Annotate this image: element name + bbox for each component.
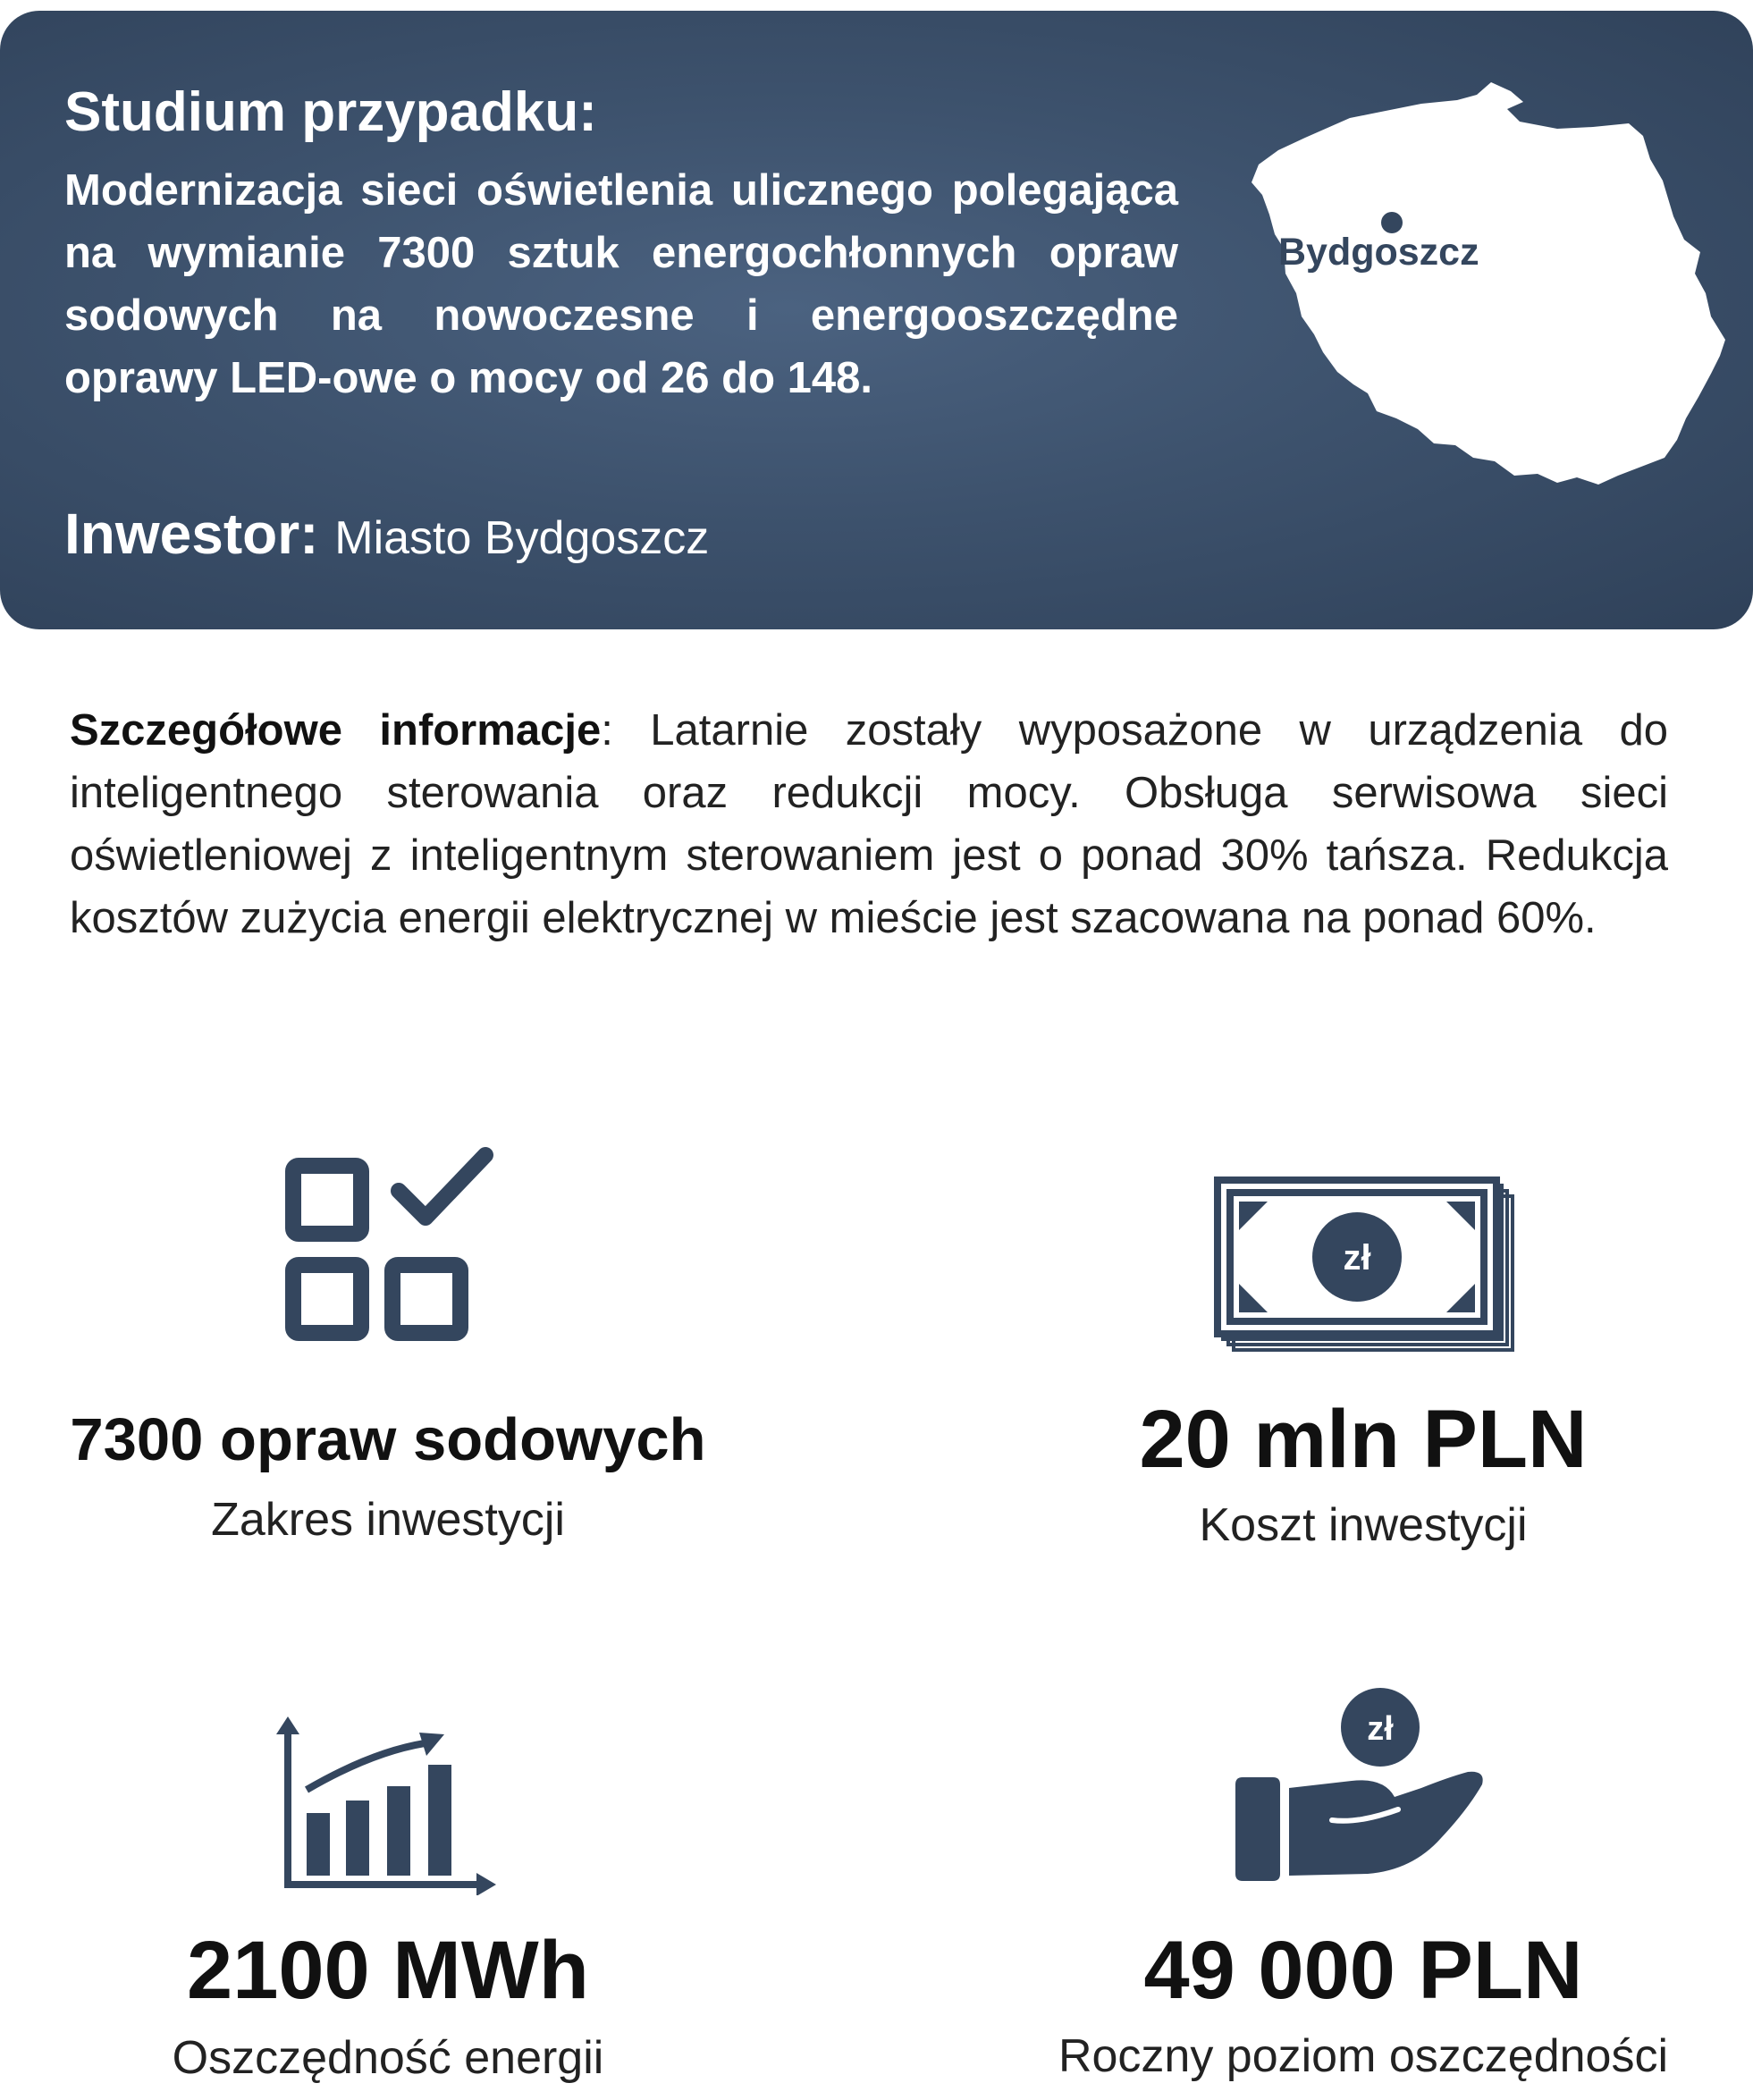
- header-description: Modernizacja sieci oświetlenia ulicznego polegająca na wymianie 7300 sztuk energochłonnych opraw sodowych na nowoczesne i energooszczędne oprawy LED-owe o mocy od 26 do 148.: [64, 166, 1178, 402]
- details-paragraph: [70, 699, 1668, 949]
- details-label: Szczegółowe informacje: [70, 706, 602, 755]
- map-city-label: Bydgoszcz: [1278, 231, 1479, 274]
- poland-map-icon: [1243, 82, 1725, 511]
- growth-chart-icon: [273, 1716, 496, 1895]
- investor-label: Inwestor:: [64, 502, 319, 566]
- stat-value-cost: 20 mln PLN: [1139, 1394, 1588, 1485]
- stat-label-scope: Zakres inwestycji: [211, 1494, 565, 1546]
- checklist-icon: [284, 1146, 499, 1350]
- stat-value-energy: 2100 MWh: [187, 1925, 589, 2016]
- details-text: : Latarnie zostały wyposażone w urządzenia do inteligentnego sterowania oraz redukcji mocy. Obsługa serwisowa sieci oświetleniowej z inteligentnym sterowaniem jest o ponad 30% tańsza. Redukcja kosztów zużycia energii elektrycznej w mieście jest szacowana na ponad 60%.: [70, 706, 1669, 942]
- header-title: Studium przypadku:: [64, 81, 597, 143]
- banknotes-icon: [1214, 1177, 1518, 1355]
- stat-label-cost: Koszt inwestycji: [1199, 1499, 1528, 1551]
- stat-value-annual-savings: 49 000 PLN: [1143, 1925, 1583, 2016]
- investor-line: [64, 501, 709, 567]
- coin-currency-symbol: zł: [1367, 1710, 1394, 1748]
- investor-value: Miasto Bydgoszcz: [334, 512, 710, 564]
- hand-coin-icon: [1234, 1688, 1493, 1881]
- stat-label-annual-savings: Roczny poziom oszczędności: [1058, 2030, 1669, 2082]
- stat-value-scope: 7300 opraw sodowych: [70, 1406, 706, 1473]
- banknote-currency-symbol: zł: [1343, 1238, 1371, 1278]
- stat-label-energy: Oszczędność energii: [172, 2032, 604, 2084]
